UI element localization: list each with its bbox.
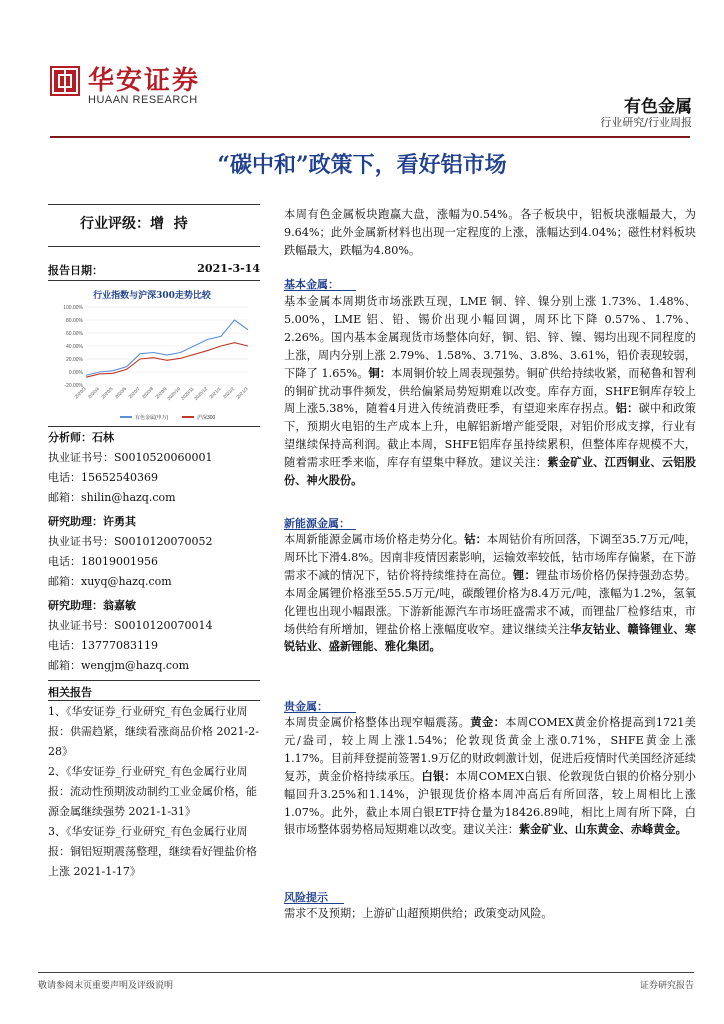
x-tick-label: 2020/4 xyxy=(86,386,101,400)
rating-value: 增 持 xyxy=(150,216,188,232)
base-p3: 碳中和政策下，预期火电铝的生产成本上升，电解铝新增产能受限，对铝价形成支撑，行业有望继续保持高利润。截止本周，SHFE铝库存虽持续累积，但整体库存规模不大，随着需求旺季来临，库存有望集中释放。建议关注： xyxy=(284,402,696,470)
base-picks: 紫金矿业、江西铜业、云铝股份、神火股份。 xyxy=(284,455,696,488)
y-tick-label: 20.00% xyxy=(66,357,83,363)
analyst-card xyxy=(48,512,260,592)
ne-p3: 锂盐市场价格仍保持强劲态势。本周金属锂价格涨至55.5万元/吨，碳酸锂价格为8.4万元/吨，涨幅为1.2%，氢氧化锂也出现小幅跟涨。下游新能源汽车市场旺盛需求不减，而锂盐厂检修结束，市场供给有所增加，锂盐价格上涨幅度收窄。建议继续关注 xyxy=(284,568,696,636)
analyst-tel xyxy=(48,552,260,572)
footer-label: 证券研究报告 xyxy=(639,981,694,991)
y-tick-label: 80.00% xyxy=(66,318,83,324)
risk-text: 需求不及预期；上游矿山超预期供给；政策变动风险。 xyxy=(284,907,553,920)
cobalt-label: 钴： xyxy=(464,532,487,546)
header-divider xyxy=(50,136,690,138)
date-label: 报告日期： xyxy=(48,264,103,277)
related-report-item[interactable]: 3、《华安证券_行业研究_有色金属行业周报：铜铝短期震荡整理，继续看好锂盐价格上涨 2021-1-17》 xyxy=(48,825,257,878)
footer-divider xyxy=(38,972,694,973)
x-tick-label: 2020/12 xyxy=(193,386,209,402)
y-tick-label: 40.00% xyxy=(66,344,83,350)
industry-rating xyxy=(80,213,188,233)
section-new-energy-heading: 新能源金属： xyxy=(284,517,350,530)
analyst-tel-value: 18019001956 xyxy=(81,555,158,568)
analyst-name xyxy=(48,428,260,448)
divider xyxy=(48,426,260,427)
related-heading: 相关报告 xyxy=(48,686,92,699)
x-tick-label: 2020/9 xyxy=(154,386,168,400)
report-date xyxy=(48,262,260,278)
related-report-list xyxy=(48,702,260,882)
analyst-name-value: 石林 xyxy=(92,431,114,444)
sector-label: 有色金属 xyxy=(624,97,692,117)
analyst-name-label: 研究助理： xyxy=(48,599,103,612)
x-tick-label: 2020/11 xyxy=(179,386,195,401)
ne-picks: 华友钴业、赣锋锂业、寒锐钴业、盛新锂能、雅化集团。 xyxy=(284,621,696,654)
analyst-cert-value: S0010520060001 xyxy=(114,451,213,464)
section-precious-body xyxy=(284,714,696,839)
analyst-mail[interactable] xyxy=(48,572,260,592)
chart-panel xyxy=(48,282,256,424)
base-p2: 本周铜价较上周表现强势。铜矿供给持续收紧，而秘鲁和智利的铜矿扰动事件频发，供给偏紧局势短期难以改变。库存方面，SHFE铜库存较上周上涨5.38%，随着4月进入传统消费旺季，有望迎来库存拐点。 xyxy=(284,366,696,416)
divider xyxy=(48,680,260,681)
pm-p1: 本周贵金属价格整体出现窄幅震荡。 xyxy=(284,716,471,729)
analyst-name-label: 研究助理： xyxy=(48,515,103,528)
analyst-card xyxy=(48,596,260,676)
divider xyxy=(48,700,260,701)
section-new-energy-body xyxy=(284,531,696,656)
analyst-tel-value: 13777083119 xyxy=(81,639,158,652)
logo-text-en: HUAAN RESEARCH xyxy=(88,94,198,106)
analyst-cert xyxy=(48,616,260,636)
chart-title: 行业指数与沪深300走势比较 xyxy=(93,291,211,301)
pm-p2: 本周COMEX黄金价格提高到1721美元/盎司，较上周上涨1.54%；伦敦现货黄金上涨0.71%，SHFE黄金上涨1.17%。目前拜登提前签署1.9万亿的财政刺激计划，促进后疫情时代美国经济延续复苏，黄金价格持续承压。 xyxy=(284,716,696,783)
analyst-tel-label: 电话： xyxy=(48,471,81,484)
analyst-mail-value: xuyq@hazq.com xyxy=(81,575,172,588)
aluminium-label: 铝： xyxy=(615,401,639,416)
divider xyxy=(48,280,260,281)
silver-label: 白银： xyxy=(421,768,456,783)
report-type: 行业研究/行业周报 xyxy=(600,116,692,129)
divider xyxy=(48,204,260,205)
x-tick-label: 2021/1 xyxy=(208,386,222,400)
analyst-card xyxy=(48,428,260,508)
analyst-mail-label: 邮箱： xyxy=(48,575,81,588)
analyst-cert-label: 执业证书号： xyxy=(48,619,114,632)
ne-p2: 本周钴价有所回落，下调至35.7万元/吨，周环比下滑4.8%。因南非疫情因素影响，运输效率较低，钴市场库存偏紧，在下游需求不减的情况下，钴价将持续维持在高位。 xyxy=(284,533,696,582)
y-tick-label: 0.00% xyxy=(68,370,83,376)
x-tick-label: 2020/5 xyxy=(100,386,114,400)
x-tick-label: 2021/2 xyxy=(221,386,236,400)
base-p1: 基本金属本周期货市场涨跌互现，LME 铜、锌、镍分别上涨 1.73%、1.48%、5.00%，LME 铝、铅、锡价出现小幅回调，周环比下降 0.57%、1.7%、2.26%。国内基本金属现货市场整体向好，铜、铝、锌、镍、锡均出现不同程度的上涨，周内分别上涨 2.79%、1.58%、3.71%、3.8%、3.61%，铅价表现较弱，下降了 1.65%。 xyxy=(284,295,696,380)
analyst-mail[interactable] xyxy=(48,488,260,508)
logo-mark xyxy=(50,66,80,96)
analyst-mail-label: 邮箱： xyxy=(48,659,81,672)
x-tick-label: 2020/3 xyxy=(73,386,87,400)
related-report-item[interactable]: 1、《华安证券_行业研究_有色金属行业周报：供需趋紧，继续看涨商品价格 2021-2-28》 xyxy=(48,705,259,758)
analyst-name xyxy=(48,596,260,616)
analyst-mail-value: shilin@hazq.com xyxy=(81,491,176,504)
rating-label: 行业评级： xyxy=(80,216,150,232)
analyst-tel-label: 电话： xyxy=(48,555,81,568)
line-chart xyxy=(48,301,256,425)
lithium-label: 锂： xyxy=(513,567,536,582)
footer-disclaimer: 敬请参阅末页重要声明及评级说明 xyxy=(38,981,174,991)
x-tick-label: 2020/6 xyxy=(113,386,128,400)
date-value: 2021-3-14 xyxy=(197,262,260,275)
copper-label: 铜： xyxy=(368,365,392,380)
section-underline xyxy=(284,903,344,904)
section-underline xyxy=(284,529,356,530)
pm-p3: 本周COMEX白银、伦敦现货白银的价格分别小幅回升3.25%和1.14%，沪银现货价格本周冲高后有所回落，较上周相比上涨1.07%。此外，截止本周白银ETF持仓量为18426.89吨，相比上周有所下降，白银市场整体弱势格局短期难以改变。建议关注： xyxy=(284,769,696,837)
y-tick-label: 60.00% xyxy=(66,331,83,337)
x-tick-label: 2020/7 xyxy=(127,386,141,400)
analyst-tel xyxy=(48,468,260,488)
pm-picks: 紫金矿业、山东黄金、赤峰黄金。 xyxy=(518,822,687,837)
analyst-name-value: 翁嘉敏 xyxy=(103,599,136,612)
analyst-tel xyxy=(48,636,260,656)
section-precious-heading: 贵金属： xyxy=(284,700,328,713)
analyst-cert-value: S0010120070052 xyxy=(114,535,213,548)
analyst-cert xyxy=(48,448,260,468)
related-report-item[interactable]: 2、《华安证券_行业研究_有色金属行业周报：流动性预期波动制约工业金属价格，能源金属继续强势 2021-1-31》 xyxy=(48,765,257,818)
analyst-mail-label: 邮箱： xyxy=(48,491,81,504)
y-tick-label: 100.00% xyxy=(63,305,83,311)
analyst-cert xyxy=(48,532,260,552)
analyst-cert-label: 执业证书号： xyxy=(48,451,114,464)
ne-p1: 本周新能源金属市场价格走势分化。 xyxy=(284,533,465,546)
analyst-name-label: 分析师： xyxy=(48,431,92,444)
section-base-metal-heading: 基本金属： xyxy=(284,278,339,291)
legend-label: 沪深300 xyxy=(197,415,216,421)
x-tick-label: 2020/10 xyxy=(166,386,182,402)
analyst-cert-value: S0010120070014 xyxy=(114,619,213,632)
analyst-tel-value: 15652540369 xyxy=(81,471,158,484)
y-tick-label: -20.00% xyxy=(64,383,83,389)
analyst-name-value: 许勇其 xyxy=(103,515,136,528)
x-tick-label: 2021/3 xyxy=(235,386,249,400)
analyst-name xyxy=(48,512,260,532)
analyst-cert-label: 执业证书号： xyxy=(48,535,114,548)
series-line xyxy=(86,320,248,375)
x-tick-label: 2020/8 xyxy=(140,386,155,400)
analyst-mail-value: wengjm@hazq.com xyxy=(81,659,190,672)
section-underline xyxy=(284,712,356,713)
analyst-tel-label: 电话： xyxy=(48,639,81,652)
intro-paragraph: 本周有色金属板块跑赢大盘，涨幅为0.54%。各子板块中，铝板块涨幅最大，为9.64%；此外金属新材料也出现一定程度的上涨，涨幅达到4.04%；磁性材料板块跌幅最大，跌幅为4.80%。 xyxy=(284,208,696,257)
logo-text-cn: 华安证券 xyxy=(88,66,201,96)
gold-label: 黄金： xyxy=(470,715,506,729)
legend-label: 有色金属(申万) xyxy=(135,415,169,421)
page-title: “碳中和”政策下，看好铝市场 xyxy=(217,152,507,178)
section-base-metal-body xyxy=(284,293,696,490)
divider xyxy=(48,246,260,247)
section-underline xyxy=(284,290,356,291)
section-risk-heading: 风险提示 xyxy=(284,891,328,904)
analyst-mail[interactable] xyxy=(48,656,260,676)
